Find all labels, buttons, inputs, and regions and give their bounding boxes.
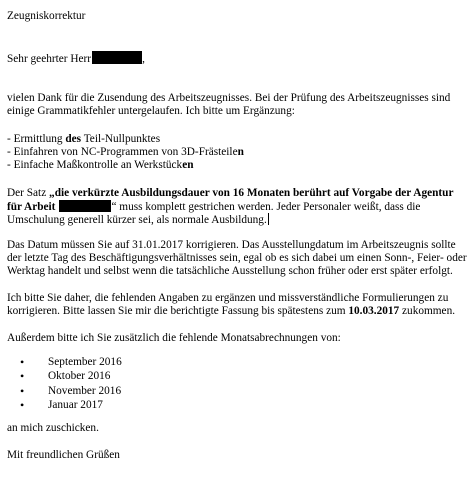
salutation-comma: , [142,53,145,65]
salutation-text: Sehr geehrter Herr [7,53,92,65]
quote-bold-text: „die verkürzte Ausbildungsdauer von 16 Monaten berührt auf Vorgabe der Agentur [49,187,454,199]
text-cursor [268,213,270,225]
extra-request-line: Außerdem bitte ich Sie zusätzlich die fehlende Monatsabrechnungen von: [7,332,341,344]
redacted-location [59,200,111,212]
list-item-text: - Ermittlung [7,133,66,145]
month-list-item: • September 2016 [0,356,122,370]
salutation [7,51,145,67]
list-item [7,159,194,173]
list-item-text: Teil-Nullpunktes [81,133,161,145]
intro-line-1: vielen Dank für die Zusendung des Arbeitszeugnisses. Bei der Prüfung des Arbeitszeugnisses sind [7,92,451,104]
list-item-correction: des [65,133,82,145]
list-item-text: - Einfache Maßkontrolle an Werkstück [7,159,183,171]
list-item-correction: en [182,159,194,171]
redacted-name [92,51,142,64]
list-item [7,133,160,147]
quote-line-3 [7,213,269,228]
quote-text: “ muss komplett gestrichen werden. Jeder Personaler weißt, dass die [111,201,421,213]
list-item-text: - Einfahren von NC-Programmen von 3D-Frästeile [7,146,238,158]
send-line: an mich zuschicken. [7,422,99,434]
quote-text: Umschulung generell kürzer sei, als normale Ausbildung. [7,214,267,226]
quote-prefix: Der Satz [7,187,50,199]
request-text: zukommen. [399,305,456,317]
month-list-item: • Januar 2017 [0,399,122,413]
closing: Mit freundlichen Grüßen [7,449,120,461]
request-line-1: Ich bitte Sie daher, die fehlenden Angaben zu ergänzen und missverständliche Formulierungen zu [7,292,449,304]
list-item [7,146,244,160]
request-text: korrigieren. Bitte lassen Sie mir die berichtigte Fassung bis spätestens zum [7,305,349,317]
date-line-3: Werktag handelt und selbst wenn die tatsächliche Ausstellung schon früher oder erst später erfolgt. [7,265,453,277]
month-list-item: • Oktober 2016 [0,370,122,384]
request-deadline: 10.03.2017 [348,305,400,317]
month-list-item: • November 2016 [0,385,122,399]
list-item-correction: n [237,146,244,158]
quote-line-1 [7,187,453,201]
intro-line-2: einige Grammatikfehler untergelaufen. Ich bitte um Ergänzung: [7,105,295,117]
month-list [0,356,122,413]
date-line-1: Das Datum müssen Sie auf 31.01.2017 korrigieren. Das Ausstellungdatum im Arbeitszeugnis sollte [7,239,456,251]
date-line-2: der letzte Tag des Beschäftigungsverhältnisses sein, egal ob es sich dabei um einen Sonn-, Feier- oder [7,252,467,264]
request-line-2 [7,305,455,319]
quote-bold-text: für Arbeit [7,201,56,213]
subject-line: Zeugniskorrektur [7,10,86,22]
